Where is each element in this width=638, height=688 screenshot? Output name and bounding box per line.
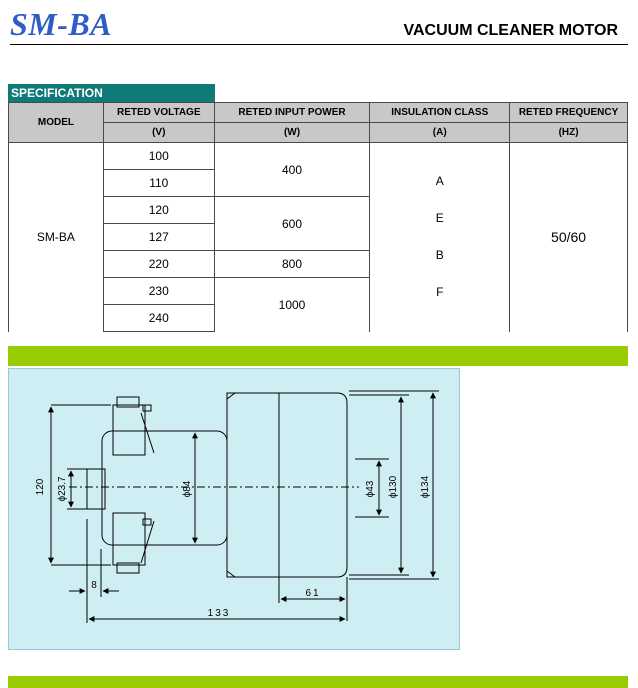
insulation-class: B xyxy=(435,248,444,263)
voltage-cell: 127 xyxy=(103,224,214,251)
col-header-model: MODEL xyxy=(9,103,104,143)
spec-header-row xyxy=(9,103,628,123)
dim-134: ϕ134 xyxy=(420,475,431,499)
title-divider xyxy=(10,44,628,45)
unit-insulation: (A) xyxy=(370,123,510,143)
unit-voltage: (V) xyxy=(103,123,214,143)
table-row xyxy=(9,143,628,170)
dim-61: 61 xyxy=(305,588,321,599)
col-header-frequency: RETED FREQUENCY xyxy=(510,103,628,123)
page-title: VACUUM CLEANER MOTOR xyxy=(403,22,618,39)
spec-banner: SPECIFICATION xyxy=(8,84,215,102)
brush-holder-top xyxy=(113,405,145,455)
frequency-cell: 50/60 xyxy=(510,143,628,332)
dim-133: 133 xyxy=(207,608,231,619)
power-cell: 600 xyxy=(214,197,370,251)
voltage-cell: 100 xyxy=(103,143,214,170)
model-cell: SM-BA xyxy=(9,143,104,332)
voltage-cell: 120 xyxy=(103,197,214,224)
motor-outline-svg xyxy=(9,369,461,651)
insulation-class: F xyxy=(436,285,444,300)
motor-housing-front xyxy=(227,393,279,577)
unit-frequency: (HZ) xyxy=(510,123,628,143)
accent-bar-bottom xyxy=(8,676,628,688)
dim-120: 120 xyxy=(35,478,46,496)
col-header-power: RETED INPUT POWER xyxy=(214,103,370,123)
brand-logo: SM-BA xyxy=(10,6,113,42)
motor-neck xyxy=(102,431,227,545)
power-cell: 800 xyxy=(214,251,370,278)
dim-23-7: ϕ23.7 xyxy=(57,476,68,502)
spec-table xyxy=(8,102,628,332)
dim-84: ϕ84 xyxy=(182,480,193,498)
voltage-cell: 220 xyxy=(103,251,214,278)
brush-holder-bottom xyxy=(113,513,145,565)
col-header-insulation: INSULATION CLASS xyxy=(370,103,510,123)
motor-drawing xyxy=(8,368,460,650)
insulation-class: E xyxy=(435,211,444,226)
dim-43: ϕ43 xyxy=(365,480,376,498)
insulation-cell xyxy=(370,143,510,332)
voltage-cell: 240 xyxy=(103,305,214,332)
unit-power: (W) xyxy=(214,123,370,143)
voltage-cell: 110 xyxy=(103,170,214,197)
col-header-voltage: RETED VOLTAGE xyxy=(103,103,214,123)
accent-bar-top xyxy=(8,346,628,366)
dim-8: 8 xyxy=(91,580,97,591)
voltage-cell: 230 xyxy=(103,278,214,305)
power-cell: 400 xyxy=(214,143,370,197)
motor-housing-rear xyxy=(274,393,347,577)
dim-130: ϕ130 xyxy=(388,475,399,499)
power-cell: 1000 xyxy=(214,278,370,332)
insulation-class: A xyxy=(435,174,444,189)
